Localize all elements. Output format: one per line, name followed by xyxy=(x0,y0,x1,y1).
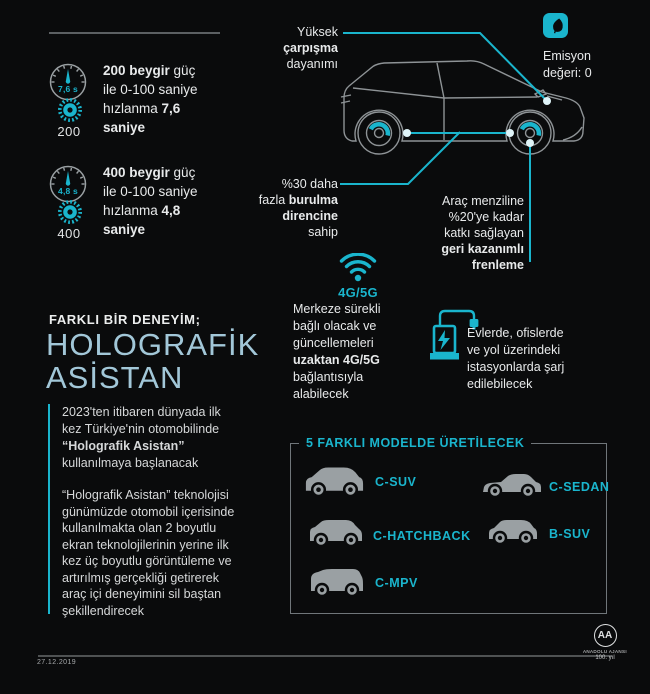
callout-connector-dots xyxy=(403,97,551,147)
model-label-c-suv: C-SUV xyxy=(375,475,417,489)
model-label-c-hatchback: C-HATCHBACK xyxy=(373,529,471,543)
agency-anniversary-mark: 100. yıl xyxy=(595,655,615,661)
c-suv-icon xyxy=(303,464,365,503)
section-kicker: FARKLI BİR DENEYİM; xyxy=(49,312,201,327)
c-mpv-icon xyxy=(309,567,365,603)
model-label-b-suv: B-SUV xyxy=(549,527,591,541)
performance-text-200hp: 200 beygir güç ile 0-100 saniye hızlanma 7,6 saniye xyxy=(103,63,198,135)
speedometer-icon xyxy=(48,62,88,102)
speedometer-icon xyxy=(48,164,88,204)
emission-callout: Emisyon değeri: 0 xyxy=(543,49,592,80)
agency-name: ANADOLU AJANSI xyxy=(582,649,628,654)
regen-braking-callout: Araç menziline %20'ye kadar katkı sağlayan geri kazanımlı frenleme xyxy=(441,194,524,272)
acceleration-value-label: 7,6 s xyxy=(58,84,78,94)
model-label-c-sedan: C-SEDAN xyxy=(549,480,610,494)
hologram-paragraph-2: “Holografik Asistan” teknolojisi günümüzde otomobil içerisinde kullanılmakta olan 2 boyutlu ekran teknolojilerinin yerine ilk kez üç boyutlu görüntüleme ve artırılmış gerçekliği getirerek araç içi deneyimini sil baştan şekillendirecek xyxy=(62,488,235,618)
agency-logo xyxy=(581,624,629,661)
agency-logo-initials: AA xyxy=(594,624,617,647)
acceleration-value-label: 4,8 s xyxy=(58,186,78,196)
publish-date: 27.12.2019 xyxy=(37,659,77,666)
section-title xyxy=(46,328,259,394)
horsepower-value: 200 xyxy=(57,124,81,139)
models-box-title: 5 FARKLI MODELDE ÜRETİLECEK xyxy=(299,436,531,450)
models-box xyxy=(290,436,610,614)
charging-text: Evlerde, ofislerde ve yol üzerindeki istasyonlarda şarj edilebilecek xyxy=(467,326,565,391)
c-hatchback-icon xyxy=(308,518,364,553)
crash-resistance-callout: Yüksek çarpışma dayanımı xyxy=(283,25,338,71)
b-suv-icon xyxy=(487,517,539,551)
leaf-icon xyxy=(543,13,568,43)
connectivity-text: Merkeze sürekli bağlı olacak ve güncellemeleri uzaktan 4G/5G bağlantısıyla alabilecek xyxy=(293,302,381,401)
4g5g-badge: 4G/5G xyxy=(338,285,378,300)
c-sedan-icon xyxy=(481,471,543,504)
torsion-callout: %30 daha fazla burulma direncine sahip xyxy=(258,177,338,239)
wifi-icon xyxy=(338,253,378,288)
section-title-line2: ASİSTAN xyxy=(46,360,184,395)
section-title-line1: HOLOGRAFİK xyxy=(46,327,260,362)
hologram-paragraph-1: 2023'ten itibaren dünyada ilk kez Türkiye'nin otomobilinde “Holografik Asistan” kullanılmaya başlanacak xyxy=(62,405,221,470)
performance-text-400hp: 400 beygir güç ile 0-100 saniye hızlanma 4,8 saniye xyxy=(103,165,198,237)
horsepower-value: 400 xyxy=(57,226,81,241)
model-label-c-mpv: C-MPV xyxy=(375,576,418,590)
paragraph-accent-rule xyxy=(48,404,50,614)
